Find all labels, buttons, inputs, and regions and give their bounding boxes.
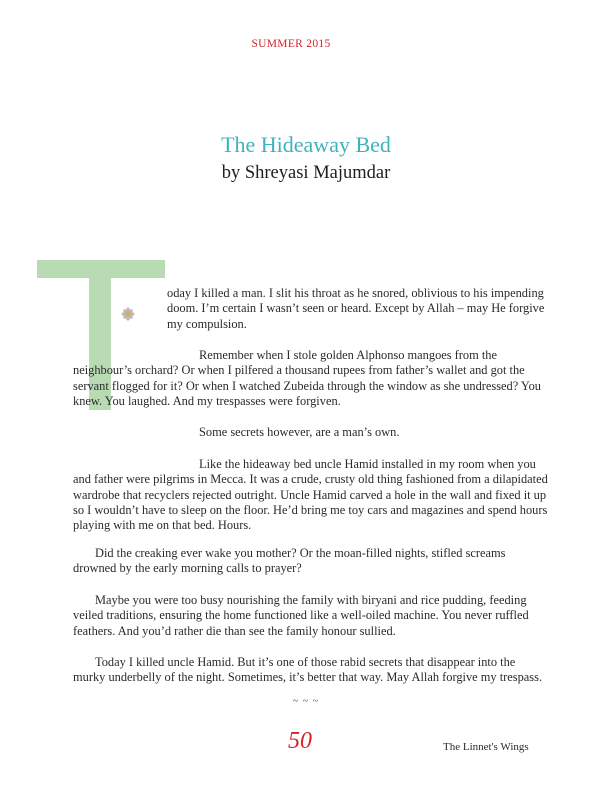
paragraph-2: Remember when I stole golden Alphonso mangoes from the neighbour’s orchard? Or when I pilfered a thousand rupees from father’s wallet and got the servant flogged for it? Or when I watched Zubeida through the window as she undressed? You knew. You laughed. And my trespasses were forgiven. (73, 348, 541, 408)
paragraph-4: Like the hideaway bed uncle Hamid installed in my room when you and father were pilgrims in Mecca. It was a crude, crusty old thing fashioned from a dilapidated wardrobe that recyclers rejected outright. Uncle Hamid carved a hole in the wall and fixed it up so I wouldn’t have to sleep on the floor. He’d bring me toy cars and magazines and spend hours playing with me on that bed. Hours. (73, 457, 548, 533)
publication-name: The Linnet's Wings (443, 741, 529, 753)
story-byline: by Shreyasi Majumdar (221, 163, 391, 183)
paragraph-7: Today I killed uncle Hamid. But it’s one of those rabid secrets that disappear into the murky underbelly of the night. Sometimes, it’s better that way. May Allah forgive my trespass. (73, 655, 543, 685)
paragraph-1: oday I killed a man. I slit his throat as he snored, oblivious to his impending doom. I’m certain I wasn’t seen or heard. Except by Allah – may He forgive my compulsion. (167, 286, 545, 331)
paragraph-6: Maybe you were too busy nourishing the family with biryani and rice pudding, feeding veiled traditions, ensuring the home functioned like a well-oiled machine. You never ruffled feathers. And you’d rather die than see the family honour sullied. (73, 593, 529, 638)
paragraph-5: Did the creaking ever wake you mother? Or the moan-filled nights, stifled screams drowned by the early morning calls to prayer? (73, 546, 506, 576)
section-separator: ~ ~ ~ (292, 696, 320, 707)
page-number: 50 (288, 728, 312, 754)
paragraph-3: Some secrets however, are a man’s own. (199, 425, 400, 439)
flower-icon (121, 307, 135, 321)
issue-season: SUMMER 2015 (251, 38, 331, 50)
story-title: The Hideaway Bed (221, 132, 391, 157)
